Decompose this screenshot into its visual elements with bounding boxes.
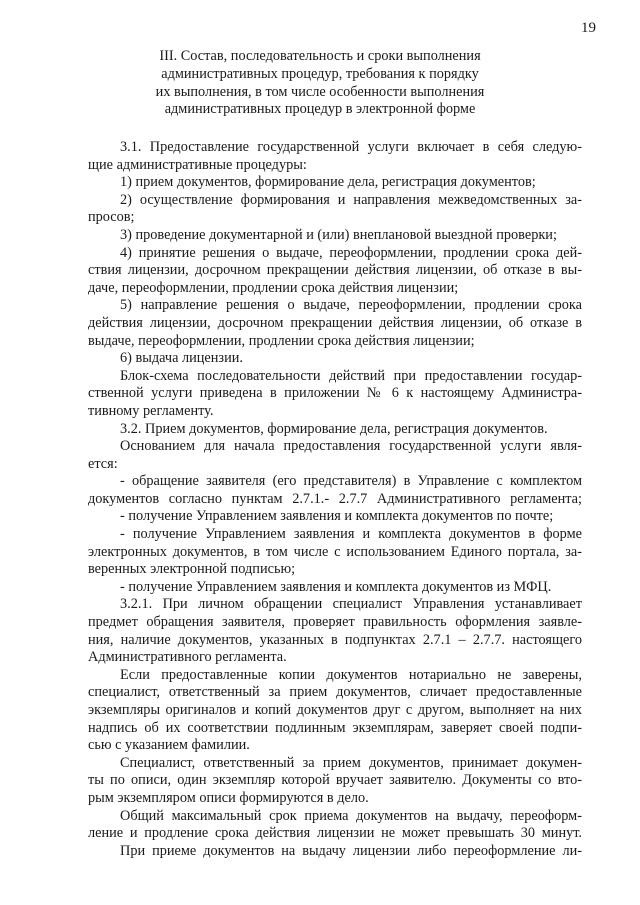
text-line: 6) выдача лицензии. [120, 350, 243, 367]
text-line: тивному регламенту. [88, 402, 214, 419]
text-line: При приеме документов на выдачу лицензии либо переоформление ли- [120, 842, 582, 859]
text-line: - обращение заявителя (его представителя) в Управление с комплектом [120, 473, 582, 490]
text-line: 5) направление решения о выдаче, переоформлении, продлении срока [120, 297, 582, 314]
text-line: 2) осуществление формирования и направления межведомственных за- [120, 191, 582, 208]
text-line: экземпляры оригиналов и копий документов друг с другом, выполняет на них [88, 702, 582, 718]
text-line: 4) принятие решения о выдаче, переоформлении, продлении срока дей- [120, 244, 582, 261]
text-line: даче, переоформлении, продлении срока действия лицензии; [88, 279, 459, 296]
text-line: Блок-схема последовательности действий при предоставлении государ- [120, 367, 582, 384]
text-line: 1) прием документов, формирование дела, регистрация документов; [120, 174, 536, 191]
text-line: Административного регламента. [88, 649, 287, 666]
text-line: надпись об их соответствии подлинным экземплярам, заверяет своей подпи- [88, 719, 582, 736]
text-line: - получение Управлением заявления и комплекта документов в форме [120, 526, 582, 543]
text-line: 3.2.1. При личном обращении специалист Управления устанавливает [120, 596, 582, 613]
text-line: выдаче, переоформлении, продлении срока действия лицензии; [88, 332, 475, 349]
text-line: сью с указанием фамилии. [88, 737, 250, 754]
text-line: предмет обращения заявителя, проверяет правильность оформления заявле- [88, 614, 582, 631]
text-line: Основанием для начала предоставления государственной услуги явля- [120, 438, 582, 455]
page-number: 19 [581, 20, 596, 36]
text-line: ление и продление срока действия лицензии не может превышать 30 минут. [88, 825, 582, 842]
text-line: веренных электронной подписью; [88, 561, 296, 578]
heading-line: III. Состав, последовательность и сроки выполнения [159, 48, 481, 64]
text-line: щие административные процедуры: [88, 156, 307, 173]
text-line: 3.2. Прием документов, формирование дела, регистрация документов. [120, 420, 548, 437]
text-line: ствия лицензии, досрочном прекращении действия лицензии, об отказе в вы- [88, 262, 582, 279]
text-line: ты по описи, один экземпляр которой вручает заявителю. Документы со вто- [88, 772, 582, 789]
text-line: - получение Управлением заявления и комплекта документов из МФЦ. [120, 578, 552, 595]
body-text [88, 139, 582, 860]
text-line: специалист, ответственный за прием документов, сличает предоставленные [88, 684, 582, 701]
heading-line: административных процедур, требования к порядку [161, 65, 479, 82]
section-heading [100, 48, 540, 119]
text-line: действия лицензии, досрочном прекращении действия лицензии, об отказе в [88, 314, 582, 331]
text-line: 3.1. Предоставление государственной услуги включает в себя следую- [120, 139, 582, 155]
text-line: документов согласно пунктам 2.7.1.- 2.7.7 Административного регламента; [88, 490, 582, 507]
text-line: ется: [88, 455, 118, 472]
text-line: ственной услуги приведена в приложении № 6 к настоящему Администра- [88, 385, 582, 402]
text-line: рым экземпляром описи формируются в дело. [88, 789, 369, 806]
text-line: 3) проведение документарной и (или) внеплановой выездной проверки; [120, 226, 557, 243]
heading-line: административных процедур в электронной форме [164, 101, 476, 118]
text-line: - получение Управлением заявления и комплекта документов по почте; [120, 508, 554, 525]
text-line: просов; [88, 209, 135, 226]
heading-line: их выполнения, в том числе особенности выполнения [155, 83, 485, 100]
text-line: Специалист, ответственный за прием документов, принимает докумен- [120, 754, 582, 771]
text-line: Общий максимальный срок приема документов на выдачу, переоформ- [120, 807, 582, 824]
text-line: ния, наличие документов, указанных в подпунктах 2.7.1 – 2.7.7. настоящего [88, 631, 582, 648]
text-line: электронных документов, в том числе с использованием Единого портала, за- [88, 543, 582, 560]
text-line: Если предоставленные копии документов нотариально не заверены, [120, 666, 582, 683]
